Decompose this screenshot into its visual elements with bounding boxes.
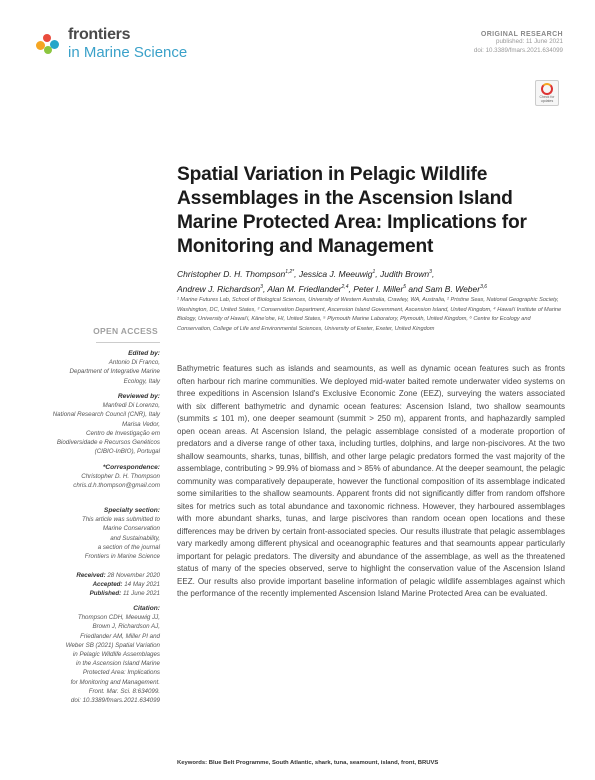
editor-line: Department of Integrative Marine [69, 368, 160, 376]
check-updates-label: Check for updates [539, 94, 555, 103]
correspondence-section [28, 463, 160, 491]
citation-label: Citation: [133, 605, 160, 612]
published-date: published: 11 June 2021 [496, 38, 563, 45]
citation-doi[interactable]: doi: 10.3389/fmars.2021.634099 [70, 697, 160, 705]
author-link[interactable]: Andrew J. Richardson [177, 283, 261, 294]
keywords-list: Blue Belt Programme, South Atlantic, shark, tuna, seamount, island, front, BRUVS [208, 760, 439, 766]
accepted-date: 14 May 2021 [124, 581, 160, 589]
reviewed-by-label: Reviewed by: [117, 393, 160, 400]
reviewed-by-section [28, 392, 160, 456]
author-sup: 2,4 [341, 283, 349, 290]
citation-line: Friedlander AM, Miller PI and [80, 632, 160, 640]
citation-line: Brown J, Richardson AJ, [92, 623, 160, 631]
article-type: ORIGINAL RESEARCH [480, 31, 563, 38]
specialty-line: This article was submitted to [81, 516, 160, 524]
specialty-line: a section of the journal [97, 543, 160, 551]
reviewer-line[interactable]: Marisa Vedor, [122, 420, 160, 428]
affiliations: ¹ Marine Futures Lab, School of Biological Sciences, University of Western Australia, Crawley, WA, Australia, ² Pristine Seas, National Geographic Society, Washington, DC, United States, ³ Conservation Department, Ascension Island Government, Ascension Island, United Kingdom, ⁴ Hawai'i Institute of Marine Biology, University of Hawai'i, Kāne'ohe, HI, United States, ⁵ Plymouth Marine Laboratory, Plymouth, United Kingdom, ⁶ Centre for Ecology and Conservation, College of Life and Environmental Sciences, University of Exeter, Exeter, United Kingdom [177, 297, 562, 333]
specialty-line[interactable]: Marine Conservation [102, 525, 160, 533]
author-list [177, 266, 557, 296]
author-sup: 3 [260, 283, 263, 290]
reviewer-line: Biodiversidade e Recursos Genéticos [56, 439, 160, 447]
frontiers-logo-icon [34, 31, 64, 57]
dates-section [28, 571, 160, 599]
brand-name: frontiers [68, 26, 131, 43]
specialty-section [28, 506, 160, 561]
citation-line: in Pelagic Wildlife Assemblages [72, 651, 160, 659]
specialty-line[interactable]: Frontiers in Marine Science [84, 553, 160, 561]
received-label: Received: [76, 572, 106, 579]
keywords-label: Keywords: [177, 760, 208, 766]
doi-link[interactable]: doi: 10.3389/fmars.2021.634099 [473, 46, 563, 54]
keywords [177, 760, 565, 766]
author-sup: 5 [403, 283, 407, 290]
reviewer-line: (CIBIO-InBIO), Portugal [94, 448, 160, 456]
correspondence-name: Christopher D. H. Thompson [81, 473, 160, 481]
article-title: Spatial Variation in Pelagic Wildlife Assemblages in the Ascension Island Marine Protected Area: Implications for Monitoring and Management [177, 164, 527, 257]
author-link[interactable]: and Sam B. Weber [406, 283, 481, 294]
citation-line: Protected Area: Implications [82, 669, 160, 677]
author-sup: 3,6 [480, 283, 488, 290]
citation-line: Front. Mar. Sci. 8:634099. [88, 687, 160, 695]
author-sup: 3 [429, 269, 432, 275]
citation-line: Thompson CDH, Meeuwig JJ, [77, 614, 160, 622]
author-link[interactable]: , Peter I. Miller [348, 283, 404, 294]
author-sup: 1 [372, 269, 376, 275]
article-meta [474, 31, 563, 56]
citation-line: for Monitoring and Management. [70, 678, 160, 686]
edited-by-label: Edited by: [128, 350, 160, 357]
reviewer-line: Centro de Investigação em [86, 429, 160, 437]
frontiers-logo[interactable] [34, 27, 187, 60]
sidebar-divider [96, 342, 160, 343]
specialty-line[interactable]: and Sustainability, [110, 534, 160, 542]
correspondence-email[interactable]: chris.d.h.thompson@gmail.com [73, 482, 160, 490]
accepted-label: Accepted: [92, 581, 123, 589]
abstract: Bathymetric features such as islands and seamounts, as well as dynamic ocean features such as fronts often harbour rich marine communities. We deployed mid-water baited remote underwater video systems on three expeditions in Ascension Island's Exclusive Economic Zone (EEZ), surveying the waters associated with six different bathymetric and dynamic ocean features: Ascension Island, two shallow seamounts (summits ≤ 101 m), one deeper seamount (summit > 250 m), apparent fronts, and haphazardly sampled open ocean areas. At Ascension Island, the pelagic assemblage consisted of a moderate proportion of predators and a diverse range of other taxa, including turtles, dolphins, and large non-piscivores. At the two shallow seamounts, sharks, tunas, billfish, and other large pelagic predators formed the vast majority of the assemblage, contributing > 99.9% of biomass and > 85% of abundance. At the deeper seamount, the pelagic community was comparatively depauperate, however the functional composition of its assemblage indicated some similarities to the shallow seamounts. Apparent fronts did not significantly differ from random offshore sites for metrics such as total abundance and taxonomic richness. However, they harboured assemblages with more abundant sharks, tunas, and large piscivores than random ocean open locations and these differences may be driven by certain front-associated species. Our results illustrate that pelagic assemblages vary markedly among different physical and oceanographic features and that seamounts appear particularly important for pelagic predators. The diversity and abundance of the assemblage, as well as the threatened status of many of the species observed, serve to highlight the conservation value of the Ascension Island EEZ. Our results also provide important baseline information of pelagic wildlife assemblages against which the performance of the recently implemented Ascension Island Marine Protected Area can be evaluated. [177, 364, 565, 598]
citation-line: Weber SB (2021) Spatial Variation [65, 641, 160, 649]
journal-name: in Marine Science [68, 44, 188, 61]
author-sup: 1,2* [285, 269, 295, 275]
author-link[interactable]: Christopher D. H. Thompson [177, 268, 286, 279]
editor-line: Ecology, Italy [123, 377, 160, 385]
citation-line: in the Ascension Island Marine [75, 660, 160, 668]
published-label: Published: [89, 590, 122, 598]
check-updates-icon [541, 83, 553, 95]
author-link[interactable]: , Jessica J. Meeuwig [294, 268, 373, 279]
check-for-updates-button[interactable] [535, 80, 559, 106]
author-link[interactable]: , Judith Brown [375, 268, 430, 279]
citation-section [28, 604, 160, 705]
open-access-label: OPEN ACCESS [93, 326, 158, 336]
author-link[interactable]: , Alan M. Friedlander [262, 283, 342, 294]
reviewer-line: National Research Council (CNR), Italy [52, 411, 160, 419]
specialty-label: Specialty section: [103, 507, 160, 514]
published-date-side: 11 June 2021 [122, 590, 160, 598]
edited-by-section [28, 349, 160, 386]
author-sep: , [431, 268, 435, 279]
editor-line[interactable]: Antonio Di Franco, [108, 359, 160, 367]
received-date: 28 November 2020 [107, 572, 160, 579]
correspondence-label: *Correspondence: [102, 464, 160, 471]
reviewer-line[interactable]: Manfredi Di Lorenzo, [102, 402, 160, 410]
